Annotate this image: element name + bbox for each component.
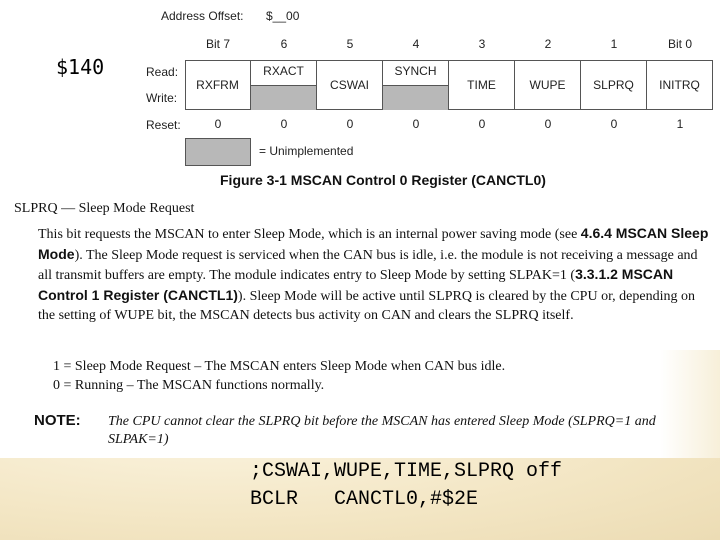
reset-row-label: Reset:	[146, 118, 181, 132]
bit-value-0: 0 = Running – The MSCAN functions normally.	[53, 378, 325, 393]
field-name: SLPRQ	[593, 78, 634, 92]
register-address-label: $140	[56, 55, 105, 79]
field-name: SYNCH	[394, 64, 437, 78]
bit-header: 2	[544, 37, 552, 51]
paragraph-text: This bit requests the MSCAN to enter Sleep Mode, which is an internal power saving mode (see	[38, 227, 581, 242]
field-name: RXACT	[263, 64, 304, 78]
field-name: INITRQ	[659, 78, 700, 92]
figure-caption: Figure 3-1 MSCAN Control 0 Register (CANCTL0)	[220, 172, 546, 188]
bit-header: Bit 0	[667, 37, 692, 51]
register-field-wupe	[515, 60, 581, 110]
field-name: CSWAI	[330, 78, 369, 92]
paragraph-text: ). Sleep Mode will be active until SLPRQ is cleared by the CPU or, depending on the setting of WUPE bit, the MSCAN detects bus activity on CAN and clears the SLPRQ itself.	[38, 288, 695, 324]
read-row-label: Read:	[146, 65, 179, 79]
reset-value: 0	[478, 117, 486, 131]
paragraph-text: ). The Sleep Mode request is serviced when the CAN bus is idle, i.e. the module is not receiving a message and all transmit buffers are empty. The module indicates entry to Sleep Mode by setting SLPAK=1 (	[38, 247, 698, 284]
register-field-rxact	[251, 60, 317, 110]
reset-value: 0	[346, 117, 354, 131]
bit-header: 4	[412, 37, 420, 51]
register-field-initrq	[647, 60, 713, 110]
bit-value-list	[53, 357, 505, 395]
register-field-synch	[383, 60, 449, 110]
register-field-time	[449, 60, 515, 110]
reset-value: 0	[412, 117, 420, 131]
bit-header: 3	[478, 37, 486, 51]
field-name: TIME	[467, 78, 496, 92]
bit-header: 5	[346, 37, 354, 51]
code-instruction-line: BCLR CANCTL0,#$2E	[250, 488, 479, 511]
register-field-slprq	[581, 60, 647, 110]
unimplemented-legend-swatch	[185, 138, 251, 166]
register-field-rxfrm	[185, 60, 251, 110]
reset-value: 0	[610, 117, 618, 131]
address-offset-label: Address Offset:	[161, 9, 244, 23]
write-row-label: Write:	[146, 91, 178, 105]
page-edge-fade	[660, 350, 720, 458]
cross-reference-sleep-mode: 4.6.4 MSCAN Sleep Mode	[38, 225, 709, 262]
bit-header: Bit 7	[205, 37, 230, 51]
bit-description-paragraph	[38, 224, 710, 326]
reset-value: 0	[280, 117, 288, 131]
field-name: WUPE	[529, 78, 566, 92]
cross-reference-canctl1: 3.3.1.2 MSCAN Control 1 Register (CANCTL1)	[38, 266, 674, 303]
reset-value: 0	[544, 117, 552, 131]
bit-header: 6	[280, 37, 288, 51]
note-text: The CPU cannot clear the SLPRQ bit before the MSCAN has entered Sleep Mode (SLPRQ=1 and SLPAK=1)	[108, 414, 656, 447]
address-offset-value: $__00	[266, 9, 300, 23]
reset-value: 0	[214, 117, 222, 131]
note-label: NOTE:	[34, 412, 81, 429]
unimplemented-legend-text: = Unimplemented	[259, 144, 354, 158]
bit-value-1: 1 = Sleep Mode Request – The MSCAN enters Sleep Mode when CAN bus idle.	[53, 359, 506, 374]
bit-header: 1	[610, 37, 618, 51]
bit-description-title: SLPRQ — Sleep Mode Request	[14, 201, 195, 216]
field-name: RXFRM	[196, 78, 239, 92]
register-field-cswai	[317, 60, 383, 110]
reset-value: 1	[676, 117, 684, 131]
code-comment-line: ;CSWAI,WUPE,TIME,SLPRQ off	[250, 460, 563, 483]
